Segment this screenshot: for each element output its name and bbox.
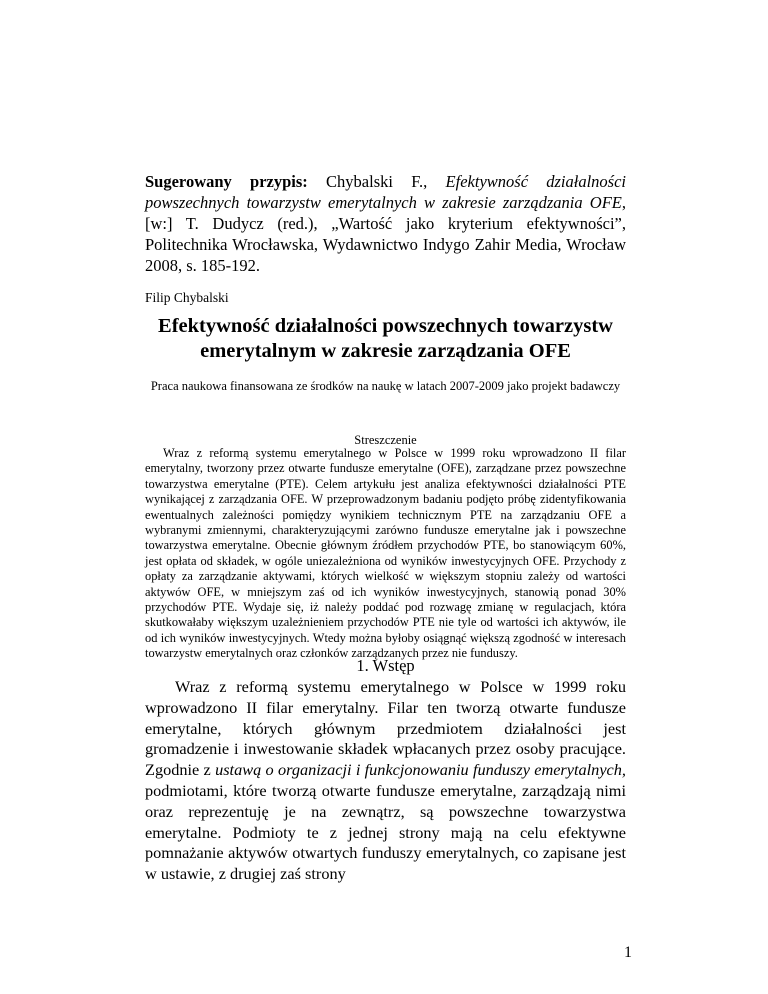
intro-law-title: ustawą o organizacji i funkcjonowaniu funduszy emerytalnych, bbox=[215, 760, 626, 780]
citation-author: Chybalski F., bbox=[307, 172, 446, 191]
section-heading: 1. Wstęp bbox=[356, 656, 415, 675]
citation-lead: Sugerowany przypis: bbox=[145, 172, 308, 191]
citation-title: Efektywność działalności powszechnych towarzystw emerytalnych w zakresie zarządzania OFE bbox=[145, 172, 627, 212]
abstract-heading: Streszczenie bbox=[354, 433, 417, 447]
abstract-text: Wraz z reformą systemu emerytalnego w Polsce w 1999 roku wprowadzono II filar emerytalny, tworzony przez otwarte fundusze emerytalne (OFE), zarządzane przez powszechne towarzystwa emerytalne (PTE). Celem artykułu jest analiza efektywności działalności PTE wynikającej z zarządzania OFE. W przeprowadzonym badaniu podjęto próbę zidentyfikowania ewentualnych zależności pomiędzy wynikiem technicznym PTE na zarządzaniu OFE a wybranymi zmiennymi, charakteryzującymi zarówno fundusze emerytalne jak i powszechne towarzystwa emerytalne. Obecnie głównym źródłem przychodów PTE, bo stanowiącym 60%, jest opłata od składek, w ogóle uniezależniona od wyników inwestycyjnych OFE. Przychody z opłaty za zarządzanie aktywami, których wielkość w większym stopniu zależy od wartości aktywów OFE, w mniejszym zaś od ich wyników inwestycyjnych, stanowią ponad 30% przychodów PTE. Wydaje się, iż należy poddać pod rozwagę zmianę w regulacjach, która skutkowałaby większym uzależnieniem przychodów PTE nie tyle od wartości ich aktywów, ile od ich wyników inwestycyjnych. Wtedy można byłoby osiągnąć większą zgodność w interesach towarzystw emerytalnych oraz członków zarządzanych przez nie funduszy. bbox=[145, 446, 626, 661]
suggested-citation bbox=[145, 171, 626, 276]
intro-paragraph bbox=[145, 677, 626, 885]
funding-note: Praca naukowa finansowana ze środków na naukę w latach 2007-2009 jako projekt badawczy bbox=[150, 379, 621, 393]
intro-text-end: podmiotami, które tworzą otwarte fundusze emerytalne, zarządzają nimi oraz reprezentuję je na zewnątrz, są powszechne towarzystwa emerytalne. Podmioty te z jednej strony mają na celu efektywne pomnażanie aktywów otwartych funduszy emerytalnych, co zapisane jest w ustawie, z drugiej zaś strony bbox=[145, 780, 626, 884]
paper-title: Efektywność działalności powszechnych towarzystw emerytalnym w zakresie zarządzania OFE bbox=[158, 315, 613, 362]
citation-source: , [w:] T. Dudycz (red.), „Wartość jako kryterium efektywności”, Politechnika Wrocławska, Wydawnictwo Indygo Zahir Media, Wrocław 2008, s. 185-192. bbox=[145, 193, 626, 275]
page-number: 1 bbox=[624, 944, 632, 961]
intro-text-start: Wraz z reformą systemu emerytalnego w Polsce w 1999 roku wprowadzono II filar emerytalny. Filar ten tworzą otwarte fundusze emerytalne, których głównym przedmiotem działalności jest gromadzenie i inwestowanie składek wpłacanych przez osoby pracujące. Zgodnie z bbox=[145, 677, 626, 780]
author-name: Filip Chybalski bbox=[145, 290, 229, 305]
